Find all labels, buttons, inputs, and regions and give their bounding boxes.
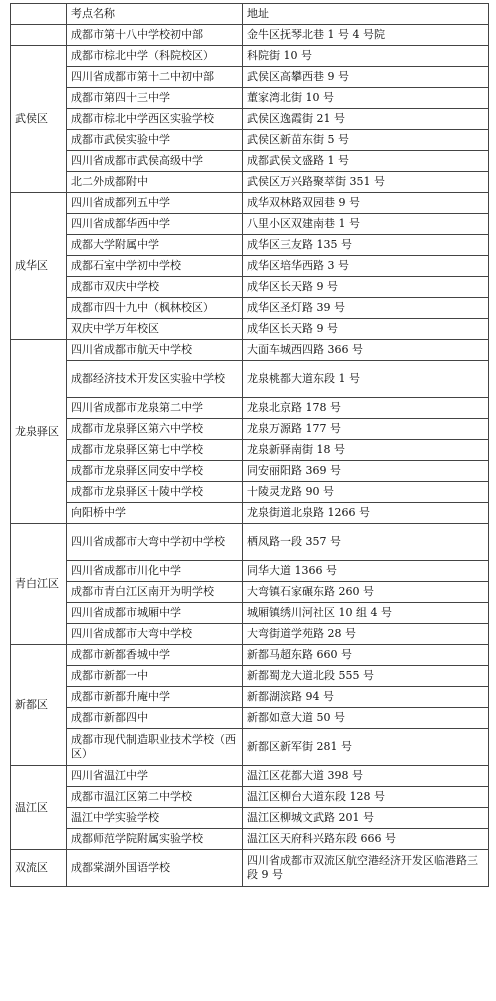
table-row: [11, 46, 489, 67]
table-row: [11, 25, 489, 46]
table-row: [11, 193, 489, 214]
table-row: [11, 808, 489, 829]
table-row: [11, 561, 489, 582]
school-name-cell: 成都棠湖外国语学校: [67, 850, 243, 887]
table-row: [11, 67, 489, 88]
school-name-cell: 成都石室中学初中学校: [67, 256, 243, 277]
address-cell: 龙泉桃都大道东段 1 号: [243, 361, 489, 398]
address-cell: 新都湖滨路 94 号: [243, 687, 489, 708]
address-cell: 武侯区新苗东街 5 号: [243, 130, 489, 151]
school-name-cell: 四川省成都市城厢中学: [67, 603, 243, 624]
table-row: [11, 298, 489, 319]
header-row: [11, 4, 489, 25]
table-row: [11, 235, 489, 256]
school-name-cell: 四川省成都市武侯高级中学: [67, 151, 243, 172]
school-name-cell: 成都市棕北中学（科院校区）: [67, 46, 243, 67]
school-name-cell: 四川省成都市大弯中学校: [67, 624, 243, 645]
school-name-cell: 双庆中学万年校区: [67, 319, 243, 340]
school-name-cell: 成都市新都升庵中学: [67, 687, 243, 708]
address-cell: 八里小区双建南巷 1 号: [243, 214, 489, 235]
district-cell: 温江区: [11, 766, 67, 850]
address-cell: 同安丽阳路 369 号: [243, 461, 489, 482]
address-cell: 成华区长天路 9 号: [243, 277, 489, 298]
table-row: [11, 214, 489, 235]
table-row: [11, 109, 489, 130]
table-row: [11, 582, 489, 603]
school-name-cell: 成都市武侯实验中学: [67, 130, 243, 151]
table-row: [11, 524, 489, 561]
address-cell: 温江区柳城文武路 201 号: [243, 808, 489, 829]
school-name-cell: 成都大学附属中学: [67, 235, 243, 256]
address-cell: 成华区圣灯路 39 号: [243, 298, 489, 319]
table-row: [11, 340, 489, 361]
table-row: [11, 256, 489, 277]
address-cell: 成华区三友路 135 号: [243, 235, 489, 256]
school-name-cell: 成都市青白江区南开为明学校: [67, 582, 243, 603]
address-cell: 龙泉万源路 177 号: [243, 419, 489, 440]
school-name-cell: 四川省成都列五中学: [67, 193, 243, 214]
table-row: [11, 624, 489, 645]
table-row: [11, 708, 489, 729]
address-cell: 温江区柳台大道东段 128 号: [243, 787, 489, 808]
address-cell: 温江区花都大道 398 号: [243, 766, 489, 787]
address-cell: 龙泉街道北泉路 1266 号: [243, 503, 489, 524]
table-row: [11, 130, 489, 151]
header-address: 地址: [243, 4, 489, 25]
school-name-cell: 成都市棕北中学西区实验学校: [67, 109, 243, 130]
table-row: [11, 850, 489, 887]
table-row: [11, 729, 489, 766]
address-cell: 成华区培华西路 3 号: [243, 256, 489, 277]
address-cell: 武侯区逸霞街 21 号: [243, 109, 489, 130]
address-cell: 栖凤路一段 357 号: [243, 524, 489, 561]
address-cell: 新都蜀龙大道北段 555 号: [243, 666, 489, 687]
school-name-cell: 四川省成都市第十二中初中部: [67, 67, 243, 88]
address-cell: 大弯镇石家碾东路 260 号: [243, 582, 489, 603]
school-name-cell: 成都经济技术开发区实验中学校: [67, 361, 243, 398]
exam-site-table: [10, 3, 489, 887]
school-name-cell: 成都市双庆中学校: [67, 277, 243, 298]
district-cell: 青白江区: [11, 524, 67, 645]
header-district: [11, 4, 67, 25]
school-name-cell: 成都市温江区第二中学校: [67, 787, 243, 808]
address-cell: 同华大道 1366 号: [243, 561, 489, 582]
school-name-cell: 成都市龙泉驿区十陵中学校: [67, 482, 243, 503]
school-name-cell: 四川省成都华西中学: [67, 214, 243, 235]
school-name-cell: 成都市龙泉驿区第六中学校: [67, 419, 243, 440]
school-name-cell: 成都市龙泉驿区同安中学校: [67, 461, 243, 482]
address-cell: 龙泉北京路 178 号: [243, 398, 489, 419]
table-row: [11, 787, 489, 808]
address-cell: 成都武侯文盛路 1 号: [243, 151, 489, 172]
district-cell: 新都区: [11, 645, 67, 766]
table-row: [11, 361, 489, 398]
school-name-cell: 温江中学实验学校: [67, 808, 243, 829]
school-name-cell: 成都市四十九中（枫林校区）: [67, 298, 243, 319]
district-cell: 成华区: [11, 193, 67, 340]
school-name-cell: 成都市现代制造职业技术学校（西区）: [67, 729, 243, 766]
address-cell: 董家湾北街 10 号: [243, 88, 489, 109]
address-cell: 成华区长天路 9 号: [243, 319, 489, 340]
table-row: [11, 88, 489, 109]
address-cell: 十陵灵龙路 90 号: [243, 482, 489, 503]
address-cell: 新都如意大道 50 号: [243, 708, 489, 729]
address-cell: 城厢镇绣川河社区 10 组 4 号: [243, 603, 489, 624]
table-row: [11, 503, 489, 524]
table-row: [11, 398, 489, 419]
school-name-cell: 四川省成都市航天中学校: [67, 340, 243, 361]
table-row: [11, 461, 489, 482]
school-name-cell: 成都市第十八中学校初中部: [67, 25, 243, 46]
address-cell: 大弯街道学苑路 28 号: [243, 624, 489, 645]
address-cell: 武侯区高攀西巷 9 号: [243, 67, 489, 88]
address-cell: 成华双林路双园巷 9 号: [243, 193, 489, 214]
address-cell: 大面车城西四路 366 号: [243, 340, 489, 361]
table-row: [11, 766, 489, 787]
school-name-cell: 四川省成都市川化中学: [67, 561, 243, 582]
address-cell: 四川省成都市双流区航空港经济开发区临港路三段 9 号: [243, 850, 489, 887]
school-name-cell: 四川省成都市大弯中学初中学校: [67, 524, 243, 561]
school-name-cell: 成都市第四十三中学: [67, 88, 243, 109]
table-row: [11, 829, 489, 850]
address-cell: 武侯区万兴路聚萃街 351 号: [243, 172, 489, 193]
table-row: [11, 419, 489, 440]
address-cell: 新都区新军街 281 号: [243, 729, 489, 766]
table-row: [11, 482, 489, 503]
table-row: [11, 319, 489, 340]
table-row: [11, 277, 489, 298]
school-name-cell: 成都师范学院附属实验学校: [67, 829, 243, 850]
header-school-name: 考点名称: [67, 4, 243, 25]
school-name-cell: 四川省温江中学: [67, 766, 243, 787]
school-name-cell: 成都市新都一中: [67, 666, 243, 687]
district-cell: 龙泉驿区: [11, 340, 67, 524]
table-row: [11, 603, 489, 624]
district-cell: [11, 25, 67, 46]
address-cell: 金牛区抚琴北巷 1 号 4 号院: [243, 25, 489, 46]
school-name-cell: 四川省成都市龙泉第二中学: [67, 398, 243, 419]
district-cell: 双流区: [11, 850, 67, 887]
address-cell: 温江区天府科兴路东段 666 号: [243, 829, 489, 850]
address-cell: 龙泉新驿南街 18 号: [243, 440, 489, 461]
school-name-cell: 成都市新都香城中学: [67, 645, 243, 666]
table-row: [11, 666, 489, 687]
table-row: [11, 440, 489, 461]
school-name-cell: 向阳桥中学: [67, 503, 243, 524]
address-cell: 新都马超东路 660 号: [243, 645, 489, 666]
table-row: [11, 687, 489, 708]
school-name-cell: 成都市龙泉驿区第七中学校: [67, 440, 243, 461]
table-row: [11, 645, 489, 666]
district-cell: 武侯区: [11, 46, 67, 193]
address-cell: 科院街 10 号: [243, 46, 489, 67]
table-row: [11, 151, 489, 172]
school-name-cell: 成都市新都四中: [67, 708, 243, 729]
table-row: [11, 172, 489, 193]
school-name-cell: 北二外成都附中: [67, 172, 243, 193]
